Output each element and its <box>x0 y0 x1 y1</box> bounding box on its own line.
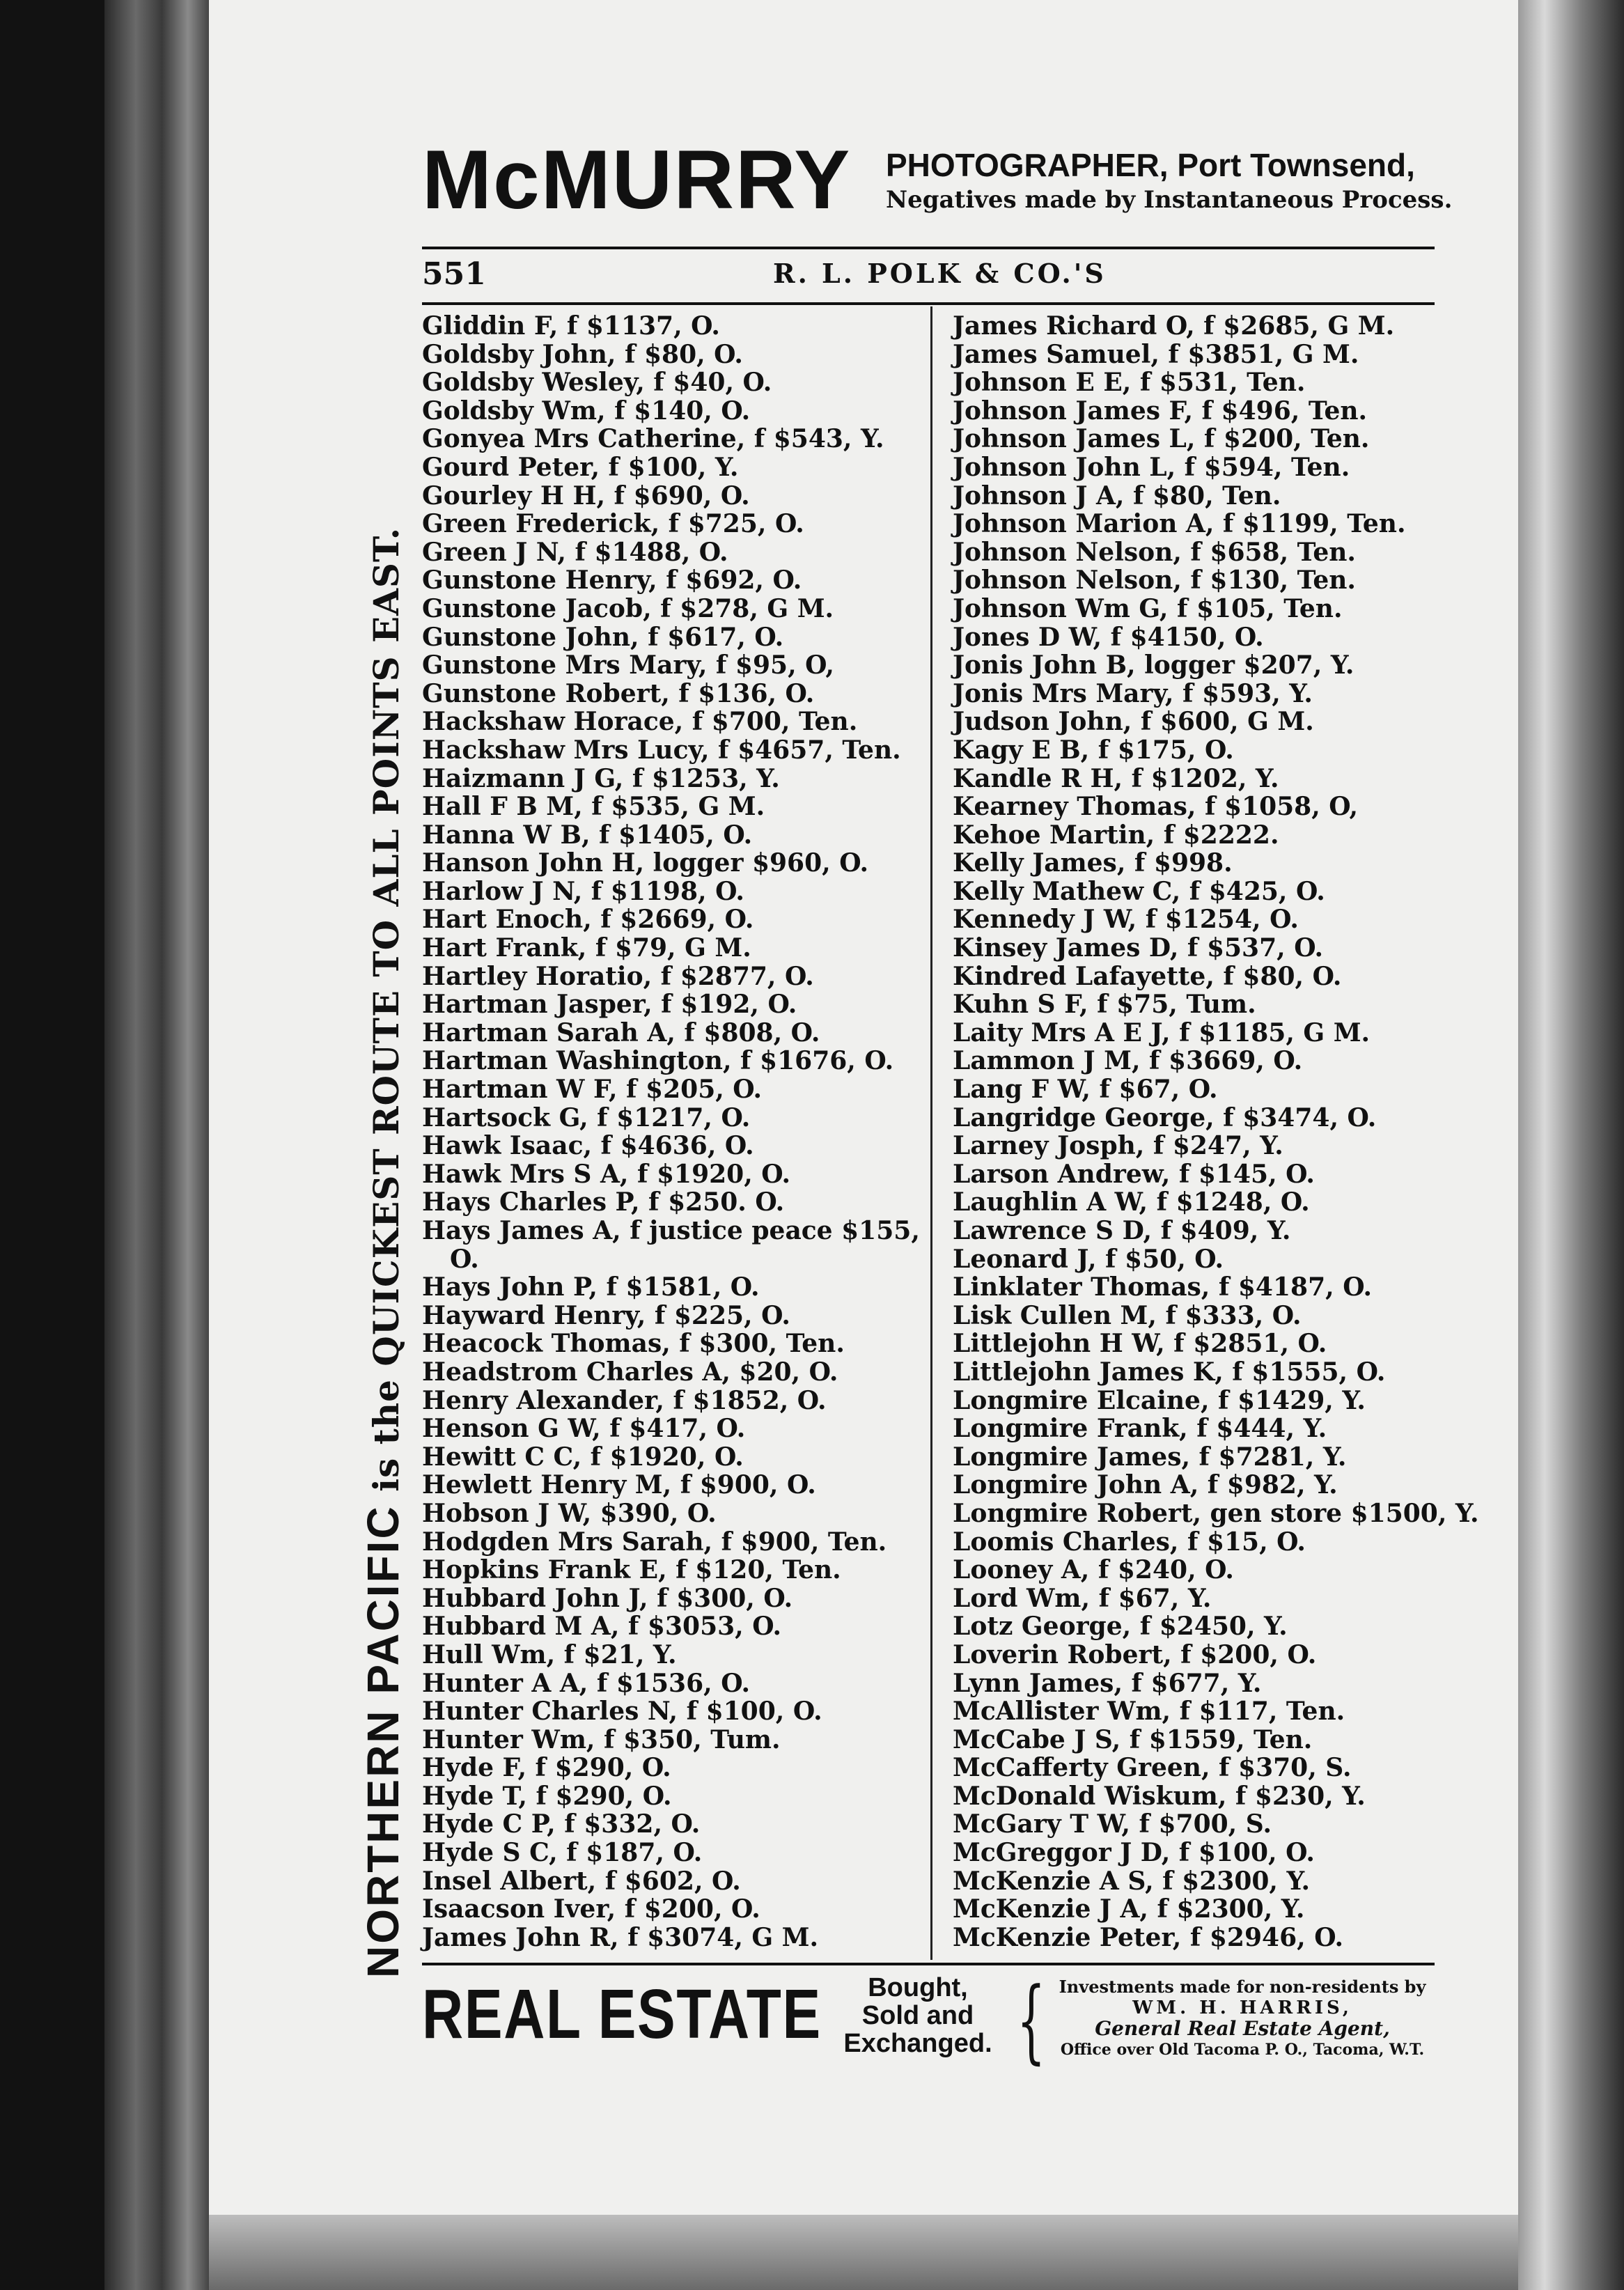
directory-entry: Lynn James, f $677, Y. <box>953 1668 1262 1698</box>
directory-entry: Insel Albert, f $602, O. <box>422 1866 741 1896</box>
directory-entry: Heacock Thomas, f $300, Ten. <box>422 1329 845 1359</box>
directory-entry: Johnson Wm G, f $105, Ten. <box>953 593 1343 623</box>
directory-entry: Johnson Marion A, f $1199, Ten. <box>953 509 1406 539</box>
directory-entry: Hawk Isaac, f $4636, O. <box>422 1131 754 1161</box>
directory-entry: Hobson J W, $390, O. <box>422 1498 717 1528</box>
footer-brace: { <box>1017 1968 1046 2073</box>
directory-entry: Hays John P, f $1581, O. <box>422 1272 760 1302</box>
footer-agent-office: Office over Old Tacoma P. O., Tacoma, W.T. <box>1060 2041 1425 2059</box>
directory-entry: Goldsby Wm, f $140, O. <box>422 396 751 426</box>
footer-agent <box>1040 1977 1444 2060</box>
directory-entry: Hanna W B, f $1405, O. <box>422 820 753 850</box>
directory-entry: James Richard O, f $2685, G M. <box>953 311 1395 341</box>
directory-entry: Gunstone Henry, f $692, O. <box>422 566 802 595</box>
directory-entry: Hull Wm, f $21, Y. <box>422 1639 677 1669</box>
directory-entry: McAllister Wm, f $117, Ten. <box>953 1697 1345 1727</box>
directory-entry: Gunstone John, f $617, O. <box>422 622 784 652</box>
directory-entry: Hawk Mrs S A, f $1920, O. <box>422 1159 791 1189</box>
directory-entry: Linklater Thomas, f $4187, O. <box>953 1272 1372 1302</box>
directory-entry: Hartman W F, f $205, O. <box>422 1075 763 1105</box>
directory-entry: Hayward Henry, f $225, O. <box>422 1300 790 1330</box>
directory-entry: McKenzie J A, f $2300, Y. <box>953 1894 1305 1924</box>
directory-entry: Hays Charles P, f $250. O. <box>422 1187 785 1217</box>
directory-entry: Loomis Charles, f $15, O. <box>953 1527 1306 1557</box>
header-subtagline: Negatives made by Instantaneous Process. <box>886 185 1453 214</box>
directory-entry: Isaacson Iver, f $200, O. <box>422 1894 760 1924</box>
directory-entry: Hart Frank, f $79, G M. <box>422 933 751 963</box>
directory-entry: Hartman Sarah A, f $808, O. <box>422 1018 820 1047</box>
column-divider <box>930 306 932 1960</box>
directory-entry: McKenzie Peter, f $2946, O. <box>953 1922 1343 1952</box>
directory-entry: Kehoe Martin, f $2222. <box>953 820 1279 850</box>
directory-entry: James John R, f $3074, G M. <box>422 1922 819 1952</box>
directory-entry: Longmire Robert, gen store $1500, Y. <box>953 1498 1479 1528</box>
footer-action: Exchanged. <box>843 2029 992 2058</box>
directory-entry: Hartley Horatio, f $2877, O. <box>422 961 814 991</box>
directory-entry: Hall F B M, f $535, G M. <box>422 792 765 822</box>
header-brand: McMURRY <box>422 133 852 226</box>
directory-entry: Hyde F, f $290, O. <box>422 1753 671 1783</box>
directory-entry: Kindred Lafayette, f $80, O. <box>953 961 1342 991</box>
directory-entry: Littlejohn James K, f $1555, O. <box>953 1357 1386 1387</box>
directory-entry: McGary T W, f $700, S. <box>953 1809 1272 1839</box>
directory-entry: Gourley H H, f $690, O. <box>422 481 750 511</box>
directory-entry: Johnson Nelson, f $130, Ten. <box>953 566 1356 595</box>
directory-entry: Littlejohn H W, f $2851, O. <box>953 1329 1327 1359</box>
page-number: 551 <box>422 256 486 292</box>
directory-entry: Johnson John L, f $594, Ten. <box>953 452 1350 482</box>
directory-entry: Johnson James F, f $496, Ten. <box>953 396 1368 426</box>
directory-entry: Laity Mrs A E J, f $1185, G M. <box>953 1018 1371 1047</box>
directory-entry: Kelly James, f $998. <box>953 848 1233 878</box>
directory-entry: Kandle R H, f $1202, Y. <box>953 763 1279 793</box>
directory-entry: Looney A, f $240, O. <box>953 1555 1234 1585</box>
directory-entry: Hartsock G, f $1217, O. <box>422 1103 751 1132</box>
directory-entry: Lord Wm, f $67, Y. <box>953 1583 1212 1613</box>
directory-entry: Gonyea Mrs Catherine, f $543, Y. <box>422 424 884 454</box>
footer-agent-title: General Real Estate Agent, <box>1095 2017 1390 2040</box>
sidebar-connector: is the <box>366 1366 407 1505</box>
directory-column-left <box>422 312 923 1952</box>
directory-entry: Loverin Robert, f $200, O. <box>953 1639 1317 1669</box>
directory-entry: Headstrom Charles A, $20, O. <box>422 1357 838 1387</box>
directory-entry: Hanson John H, logger $960, O. <box>422 848 868 878</box>
directory-entry: Kuhn S F, f $75, Tum. <box>953 990 1256 1020</box>
directory-entry: Henson G W, f $417, O. <box>422 1414 746 1444</box>
directory-entry: Johnson J A, f $80, Ten. <box>953 481 1281 511</box>
sidebar-railroad: NORTHERN PACIFIC <box>358 1504 408 1978</box>
footer-action: Sold and <box>861 2001 974 2030</box>
directory-entry: O. <box>450 1244 479 1274</box>
footer-agent-name: WM. H. HARRIS, <box>1132 1997 1352 2018</box>
directory-entry: Johnson E E, f $531, Ten. <box>953 368 1306 398</box>
directory-entry: Lawrence S D, f $409, Y. <box>953 1216 1291 1245</box>
directory-entry: Hunter Charles N, f $100, O. <box>422 1697 822 1727</box>
directory-entry: Lotz George, f $2450, Y. <box>953 1612 1288 1642</box>
directory-entry: Longmire John A, f $982, Y. <box>953 1470 1338 1500</box>
directory-entry: Hyde T, f $290, O. <box>422 1781 672 1811</box>
directory-entry: Larney Josph, f $247, Y. <box>953 1131 1283 1161</box>
directory-entry: Jonis John B, logger $207, Y. <box>953 651 1354 680</box>
footer-ad-title: REAL ESTATE <box>422 1975 822 2053</box>
directory-entry: Gunstone Jacob, f $278, G M. <box>422 593 834 623</box>
directory-entry: Hackshaw Horace, f $700, Ten. <box>422 707 858 737</box>
book-binding <box>104 0 209 2290</box>
directory-entry: Hyde S C, f $187, O. <box>422 1838 703 1868</box>
directory-entry: Hubbard John J, f $300, O. <box>422 1583 793 1613</box>
directory-entry: Laughlin A W, f $1248, O. <box>953 1187 1310 1217</box>
footer-action: Bought, <box>868 1973 968 2002</box>
directory-entry: McDonald Wiskum, f $230, Y. <box>953 1781 1366 1811</box>
directory-entry: Hubbard M A, f $3053, O. <box>422 1612 782 1642</box>
directory-entry: Green Frederick, f $725, O. <box>422 509 804 539</box>
page-edge <box>1518 0 1624 2290</box>
directory-entry: Langridge George, f $3474, O. <box>953 1103 1377 1132</box>
directory-entry: Leonard J, f $50, O. <box>953 1244 1224 1274</box>
directory-entry: Lisk Cullen M, f $333, O. <box>953 1300 1302 1330</box>
directory-entry: Hunter Wm, f $350, Tum. <box>422 1724 781 1754</box>
directory-entry: Johnson James L, f $200, Ten. <box>953 424 1370 454</box>
directory-entry: Gunstone Mrs Mary, f $95, O, <box>422 651 834 680</box>
directory-entry: Hackshaw Mrs Lucy, f $4657, Ten. <box>422 735 901 765</box>
directory-entry: Hewitt C C, f $1920, O. <box>422 1442 744 1472</box>
directory-entry: McKenzie A S, f $2300, Y. <box>953 1866 1311 1896</box>
directory-entry: Hays James A, f justice peace $155, <box>422 1216 920 1245</box>
directory-entry: Larson Andrew, f $145, O. <box>953 1159 1315 1189</box>
directory-entry: Kelly Mathew C, f $425, O. <box>953 876 1325 906</box>
directory-entry: Kennedy J W, f $1254, O. <box>953 905 1299 935</box>
directory-entry: Hewlett Henry M, f $900, O. <box>422 1470 816 1500</box>
running-head-publisher: R. L. POLK & CO.'S <box>773 258 1107 289</box>
directory-entry: Hyde C P, f $332, O. <box>422 1809 701 1839</box>
directory-entry: Green J N, f $1488, O. <box>422 537 728 567</box>
page-bottom-shadow <box>209 2215 1518 2290</box>
directory-entry: Kagy E B, f $175, O. <box>953 735 1234 765</box>
directory-entry: Goldsby Wesley, f $40, O. <box>422 368 772 398</box>
directory-entry: Hunter A A, f $1536, O. <box>422 1668 750 1698</box>
header-tagline: PHOTOGRAPHER, Port Townsend, <box>886 147 1415 183</box>
footer-ad-actions <box>822 1974 1014 2057</box>
directory-entry: McCabe J S, f $1559, Ten. <box>953 1724 1313 1754</box>
directory-entry: Gunstone Robert, f $136, O. <box>422 678 815 708</box>
directory-entry: Goldsby John, f $80, O. <box>422 339 743 369</box>
footer-rule <box>422 1963 1435 1965</box>
directory-entry: Hart Enoch, f $2669, O. <box>422 905 754 935</box>
directory-entry: Hodgden Mrs Sarah, f $900, Ten. <box>422 1527 887 1557</box>
header-ad <box>886 148 1452 213</box>
header-rule <box>422 247 1435 249</box>
directory-entry: Longmire James, f $7281, Y. <box>953 1442 1347 1472</box>
directory-entry: Longmire Elcaine, f $1429, Y. <box>953 1385 1366 1415</box>
directory-entry: Kinsey James D, f $537, O. <box>953 933 1323 963</box>
directory-entry: Lammon J M, f $3669, O. <box>953 1046 1303 1076</box>
directory-entry: Henry Alexander, f $1852, O. <box>422 1385 827 1415</box>
directory-entry: Hartman Washington, f $1676, O. <box>422 1046 894 1076</box>
footer-agent-line1: Investments made for non-residents by <box>1059 1977 1426 1997</box>
directory-entry: Kearney Thomas, f $1058, O, <box>953 792 1359 822</box>
directory-entry: Lang F W, f $67, O. <box>953 1075 1218 1105</box>
directory-entry: Hartman Jasper, f $192, O. <box>422 990 797 1020</box>
directory-entry: Judson John, f $600, G M. <box>953 707 1314 737</box>
directory-column-right <box>953 311 1479 1952</box>
directory-entry: James Samuel, f $3851, G M. <box>953 339 1359 369</box>
directory-entry: Haizmann J G, f $1253, Y. <box>422 763 780 793</box>
directory-entry: McCafferty Green, f $370, S. <box>953 1753 1352 1783</box>
directory-entry: Jones D W, f $4150, O. <box>953 622 1264 652</box>
directory-entry: Hopkins Frank E, f $120, Ten. <box>422 1555 841 1585</box>
sidebar-advert <box>358 527 408 1978</box>
directory-entry: Johnson Nelson, f $658, Ten. <box>953 537 1356 567</box>
directory-entry: McGreggor J D, f $100, O. <box>953 1838 1315 1868</box>
directory-entry: Gliddin F, f $1137, O. <box>422 311 720 341</box>
sidebar-slogan: QUICKEST ROUTE TO ALL POINTS EAST. <box>366 527 407 1366</box>
directory-entry: Jonis Mrs Mary, f $593, Y. <box>953 678 1313 708</box>
running-head-rule <box>422 302 1435 305</box>
directory-entry: Longmire Frank, f $444, Y. <box>953 1414 1327 1444</box>
directory-entry: Harlow J N, f $1198, O. <box>422 876 744 906</box>
directory-entry: Gourd Peter, f $100, Y. <box>422 452 739 482</box>
